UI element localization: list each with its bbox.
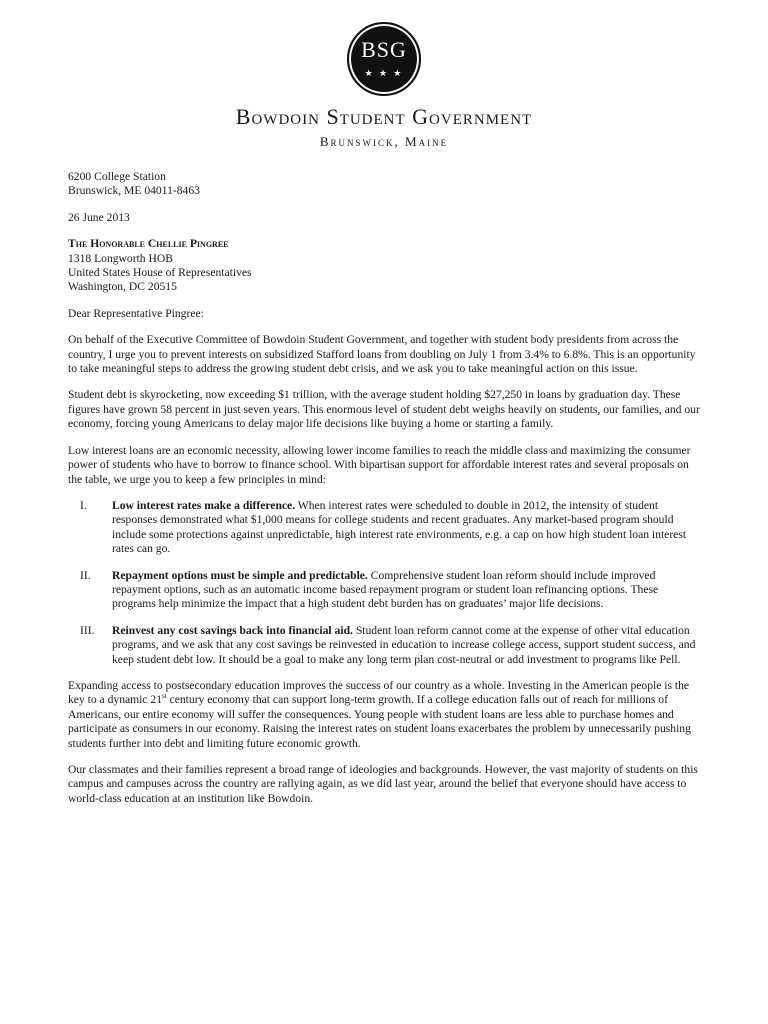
- paragraph-4-part-1: Expanding access to postsecondary education improves the success of our country as a whole. Investing in the American people is the key to a dynamic 21: [68, 678, 690, 707]
- principle-body: Student loan reform cannot come at the expense of other vital education programs, and we ask that any cost savings be reinvested in education to increase college access, support student success, and keep student debt low. It should be a goal to make any long term plan cost-neutral or add investment to programs like Pell.: [112, 623, 696, 666]
- sender-address-line: 6200 College Station: [68, 170, 166, 183]
- paragraph-2: Student debt is skyrocketing, now exceeding $1 trillion, with the average student holding $27,250 in loans by graduation day. These figures have grown 58 percent in just seven years. This enormous level of student debt weighs heavily on students, our families, and our economy, forcing young Americans to delay major life decisions like buying a home or starting a family.: [68, 388, 700, 431]
- sender-address-line: Brunswick, ME 04011-8463: [68, 184, 200, 198]
- seal-text: BSG: [361, 37, 407, 62]
- recipient-address: [68, 237, 704, 295]
- recipient-address-line: United States House of Representatives: [68, 266, 252, 280]
- bsg-seal-logo: [347, 22, 421, 96]
- salutation: Dear Representative Pingree:: [68, 306, 204, 320]
- recipient-address-line: Washington, DC 20515: [68, 280, 177, 294]
- principle-body: Comprehensive student loan reform should include improved repayment options, such as an automatic income based repayment program or student loan refinancing options. These programs help minimize the impact that a high student debt burden has on graduates’ major life decisions.: [112, 568, 659, 611]
- principle-numeral: I.: [80, 498, 87, 512]
- principle-numeral: II.: [80, 568, 91, 582]
- org-name: Bowdoin Student Government: [235, 104, 533, 129]
- principle-text: [112, 569, 704, 612]
- principles-list: [68, 499, 704, 667]
- principle-item: [68, 499, 704, 557]
- principle-text: [112, 624, 704, 667]
- recipient-name: The Honorable Chellie Pingree: [68, 237, 229, 251]
- recipient-address-line: 1318 Longworth HOB: [68, 251, 173, 265]
- letterhead: [0, 22, 768, 150]
- principle-item: [68, 624, 704, 667]
- paragraph-4-part-2: century economy that can support long-term growth. If a college education falls out of reach for millions of Americans, our entire economy will suffer the consequences. Young people with student loans are less able to purchase homes and participate as consumers in our economy. Raising the interest rates on student loans exacerbates the problem by unnecessarily pushing students further into debt and limiting future economic growth.: [68, 693, 691, 750]
- paragraph-4: [68, 679, 704, 751]
- principle-text: [112, 499, 704, 557]
- principle-numeral: III.: [80, 623, 95, 637]
- superscript-st: st: [162, 692, 167, 701]
- org-city: Brunswick, Maine: [319, 134, 449, 149]
- principle-item: [68, 569, 704, 612]
- seal-stars-icon: ★ ★ ★: [364, 68, 404, 78]
- paragraph-1: On behalf of the Executive Committee of Bowdoin Student Government, and together with student body presidents from across the country, I urge you to prevent interests on subsidized Stafford loans from doubling on July 1 from 3.4% to 6.8%. This is an opportunity to take meaningful steps to address the growing student debt crisis, and we ask you to take meaningful action on this issue.: [68, 333, 696, 376]
- sender-address: [68, 170, 704, 199]
- paragraph-3: Low interest loans are an economic necessity, allowing lower income families to reach the middle class and maximizing the consumer power of students who have to borrow to finance school. With bipartisan support for affordable interest rates and several proposals on the table, we urge you to keep a few principles in mind:: [68, 443, 691, 486]
- letter-date: 26 June 2013: [68, 210, 130, 224]
- paragraph-5: Our classmates and their families represent a broad range of ideologies and backgrounds. However, the vast majority of students on this campus and campuses across the country are rallying again, as we did last year, around the belief that everyone should have access to world-class education at an institution like Bowdoin.: [68, 763, 698, 805]
- letter-body: [68, 170, 704, 818]
- principle-lead: Reinvest any cost savings back into financial aid.: [112, 623, 353, 637]
- principle-lead: Low interest rates make a difference.: [112, 498, 296, 512]
- principle-lead: Repayment options must be simple and predictable.: [112, 568, 368, 582]
- principle-body: When interest rates were scheduled to double in 2012, the intensity of student responses demonstrated what $1,000 means for college students and recent graduates. Any market-based program should include some protections against unpredictable, high interest rate environments, e.g. a cap on how high student loan interest rates can go.: [112, 498, 687, 556]
